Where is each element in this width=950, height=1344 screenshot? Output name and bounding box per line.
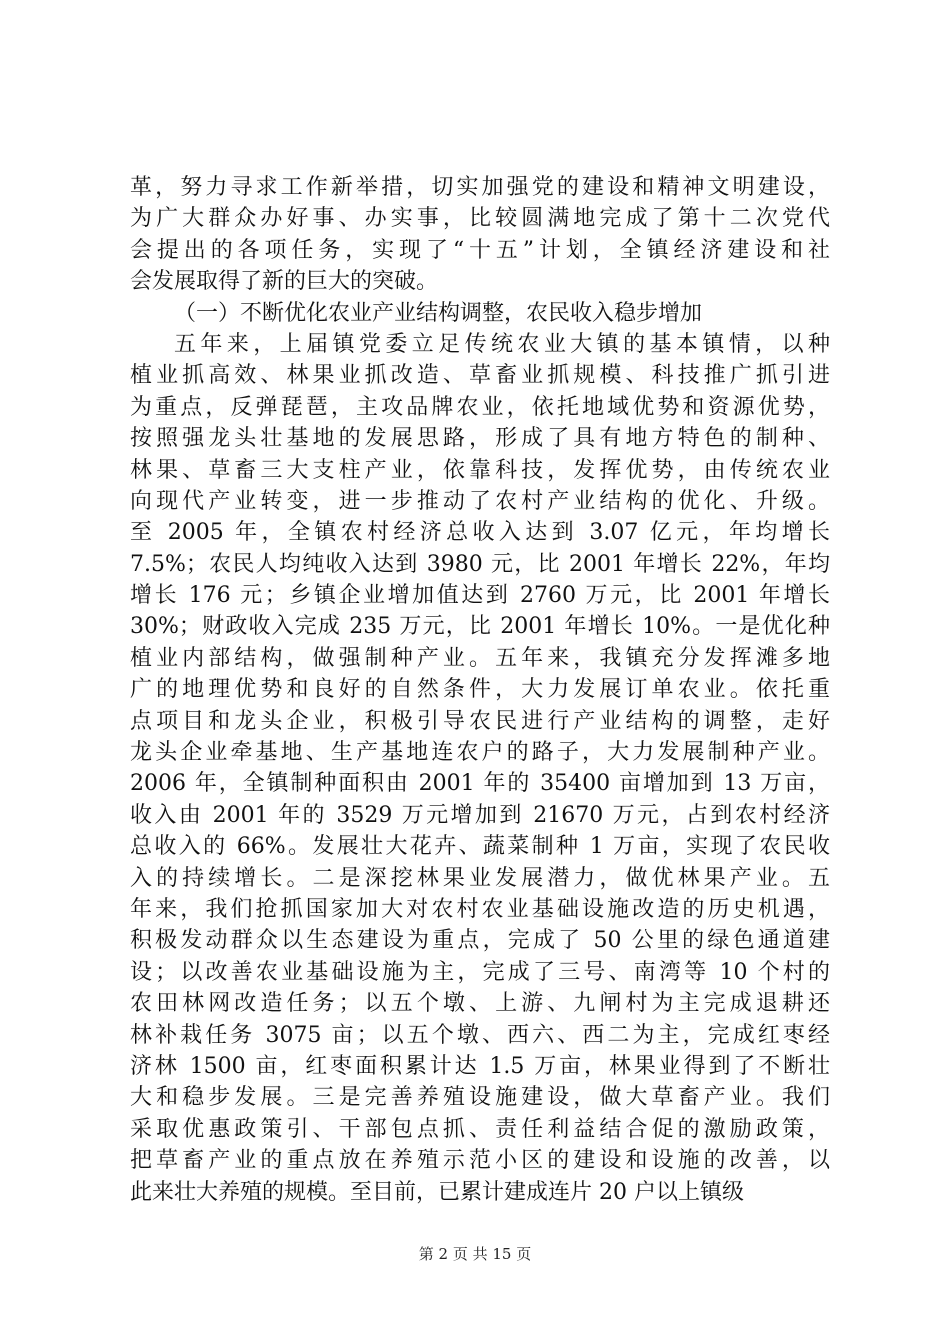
text-line: 7.5%；农民人均纯收入达到 3980 元，比 2001 年增长 22%，年均 — [130, 551, 830, 577]
text-line: 采取优惠政策引、干部包点抓、责任利益结合促的激励政策， — [130, 1116, 830, 1142]
text-line: 植业抓高效、林果业抓改造、草畜业抓规模、科技推广抓引进 — [130, 363, 830, 389]
text-line: 林果、草畜三大支柱产业，依靠科技，发挥优势，由传统农业 — [130, 457, 830, 483]
page-number-footer: 第 2 页 共 15 页 — [418, 1245, 532, 1263]
text-line: 此来壮大养殖的规模。至目前，已累计建成连片 20 户以上镇级 — [130, 1179, 744, 1205]
text-line: 30%；财政收入完成 235 万元，比 2001 年增长 10%。一是优化种 — [130, 614, 830, 640]
text-line: 林补栽任务 3075 亩；以五个墩、西六、西二为主，完成红枣经 — [130, 1022, 830, 1048]
text-line: 按照强龙头壮基地的发展思路，形成了具有地方特色的制种、 — [130, 426, 830, 452]
text-line: 2006 年，全镇制种面积由 2001 年的 35400 亩增加到 13 万亩， — [130, 771, 830, 797]
text-line: 收入由 2001 年的 3529 万元增加到 21670 万元，占到农村经济 — [130, 802, 830, 828]
text-line: 积极发动群众以生态建设为重点，完成了 50 公里的绿色通道建 — [130, 928, 830, 954]
text-line: 增长 176 元；乡镇企业增加值达到 2760 万元，比 2001 年增长 — [130, 583, 830, 609]
text-line: 龙头企业牵基地、生产基地连农户的路子，大力发展制种产业。 — [130, 740, 830, 766]
text-line: 总收入的 66%。发展壮大花卉、蔬菜制种 1 万亩，实现了农民收 — [130, 834, 830, 860]
text-line: 至 2005 年，全镇农村经济总收入达到 3.07 亿元，年均增长 — [130, 520, 830, 546]
text-line: 大和稳步发展。三是完善养殖设施建设，做大草畜产业。我们 — [130, 1085, 830, 1111]
text-line: 革，努力寻求工作新举措，切实加强党的建设和精神文明建设， — [130, 175, 830, 200]
text-line: 植业内部结构，做强制种产业。五年来，我镇充分发挥滩多地 — [130, 645, 830, 671]
text-line: 为广大群众办好事、办实事，比较圆满地完成了第十二次党代 — [130, 206, 830, 232]
text-line: 农田林网改造任务；以五个墩、上游、九闸村为主完成退耕还 — [130, 991, 830, 1017]
text-line: 把草畜产业的重点放在养殖示范小区的建设和设施的改善，以 — [130, 1148, 830, 1174]
text-line: 会发展取得了新的巨大的突破。 — [130, 269, 439, 295]
text-line: 点项目和龙头企业，积极引导农民进行产业结构的调整，走好 — [130, 708, 830, 734]
main-paragraph — [130, 329, 830, 1208]
document-body — [130, 172, 830, 1208]
text-line: 济林 1500 亩，红枣面积累计达 1.5 万亩，林果业得到了不断壮 — [130, 1053, 830, 1079]
text-line: 为重点，反弹琵琶，主攻品牌农业，依托地域优势和资源优势， — [130, 394, 830, 420]
intro-paragraph — [130, 172, 830, 298]
text-line: 广的地理优势和良好的自然条件，大力发展订单农业。依托重 — [130, 677, 830, 703]
text-line: 入的持续增长。二是深挖林果业发展潜力，做优林果产业。五 — [130, 865, 830, 891]
text-line: 五年来，上届镇党委立足传统农业大镇的基本镇情，以种 — [174, 331, 830, 357]
text-line: 会提出的各项任务，实现了“十五”计划，全镇经济建设和社 — [130, 237, 830, 263]
section-heading: （一）不断优化农业产业结构调整，农民收入稳步增加 — [174, 300, 703, 326]
text-line: 年来，我们抢抓国家加大对农村农业基础设施改造的历史机遇， — [130, 896, 830, 922]
text-line: 向现代产业转变，进一步推动了农村产业结构的优化、升级。 — [130, 488, 830, 514]
text-line: 设；以改善农业基础设施为主，完成了三号、南湾等 10 个村的 — [130, 959, 830, 985]
